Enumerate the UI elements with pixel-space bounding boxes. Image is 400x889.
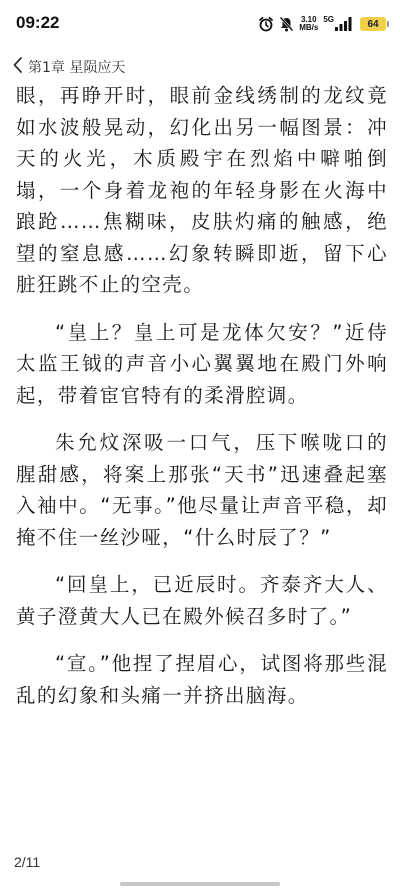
paragraph: 眼，再睁开时，眼前金线绣制的龙纹竟如水波般晃动，幻化出另一幅图景：冲天的火光，木质殿宇在烈焰中噼啪倒塌，一个身着龙袍的年轻身影在火海中踉跄……焦糊味，皮肤灼痛的触感，绝望的窒息感……幻象转瞬即逝，留下心脏狂跳不止的空壳。 bbox=[16, 84, 388, 296]
page-number: 2/11 bbox=[14, 854, 41, 870]
network-speed-unit: MB/s bbox=[299, 23, 319, 32]
reading-content[interactable] bbox=[16, 80, 388, 711]
status-icons bbox=[258, 14, 386, 34]
mute-bell-icon bbox=[279, 16, 294, 32]
paragraph: “宣。”他捏了捏眉心，试图将那些混乱的幻象和头痛一并挤出脑海。 bbox=[16, 652, 388, 707]
status-bar bbox=[0, 0, 400, 48]
network-type-label: 5G bbox=[323, 14, 334, 24]
network-speed bbox=[299, 16, 318, 32]
paragraph: “回皇上，已近辰时。齐泰齐大人、黄子澄黄大人已在殿外候召多时了。” bbox=[16, 573, 388, 628]
chevron-left-icon[interactable] bbox=[12, 56, 24, 78]
status-time: 09:22 bbox=[16, 13, 60, 32]
battery-indicator: 64 bbox=[360, 17, 386, 31]
paragraph: 朱允炆深吸一口气，压下喉咙口的腥甜感，将案上那张“天书”迅速叠起塞入袖中。“无事。”他尽量让声音平稳，却掩不住一丝沙哑，“什么时辰了？” bbox=[16, 431, 388, 549]
alarm-icon bbox=[258, 16, 274, 32]
chapter-header[interactable] bbox=[12, 56, 125, 78]
network-speed-value: 3.10 bbox=[300, 15, 317, 24]
paragraph: “皇上？皇上可是龙体欠安？”近侍太监王钺的声音小心翼翼地在殿门外响起，带着宦官特有的柔滑腔调。 bbox=[16, 320, 388, 407]
signal-strength-icon bbox=[335, 17, 355, 31]
chapter-title: 第1章 星陨应天 bbox=[28, 60, 126, 76]
home-indicator[interactable] bbox=[120, 882, 280, 886]
